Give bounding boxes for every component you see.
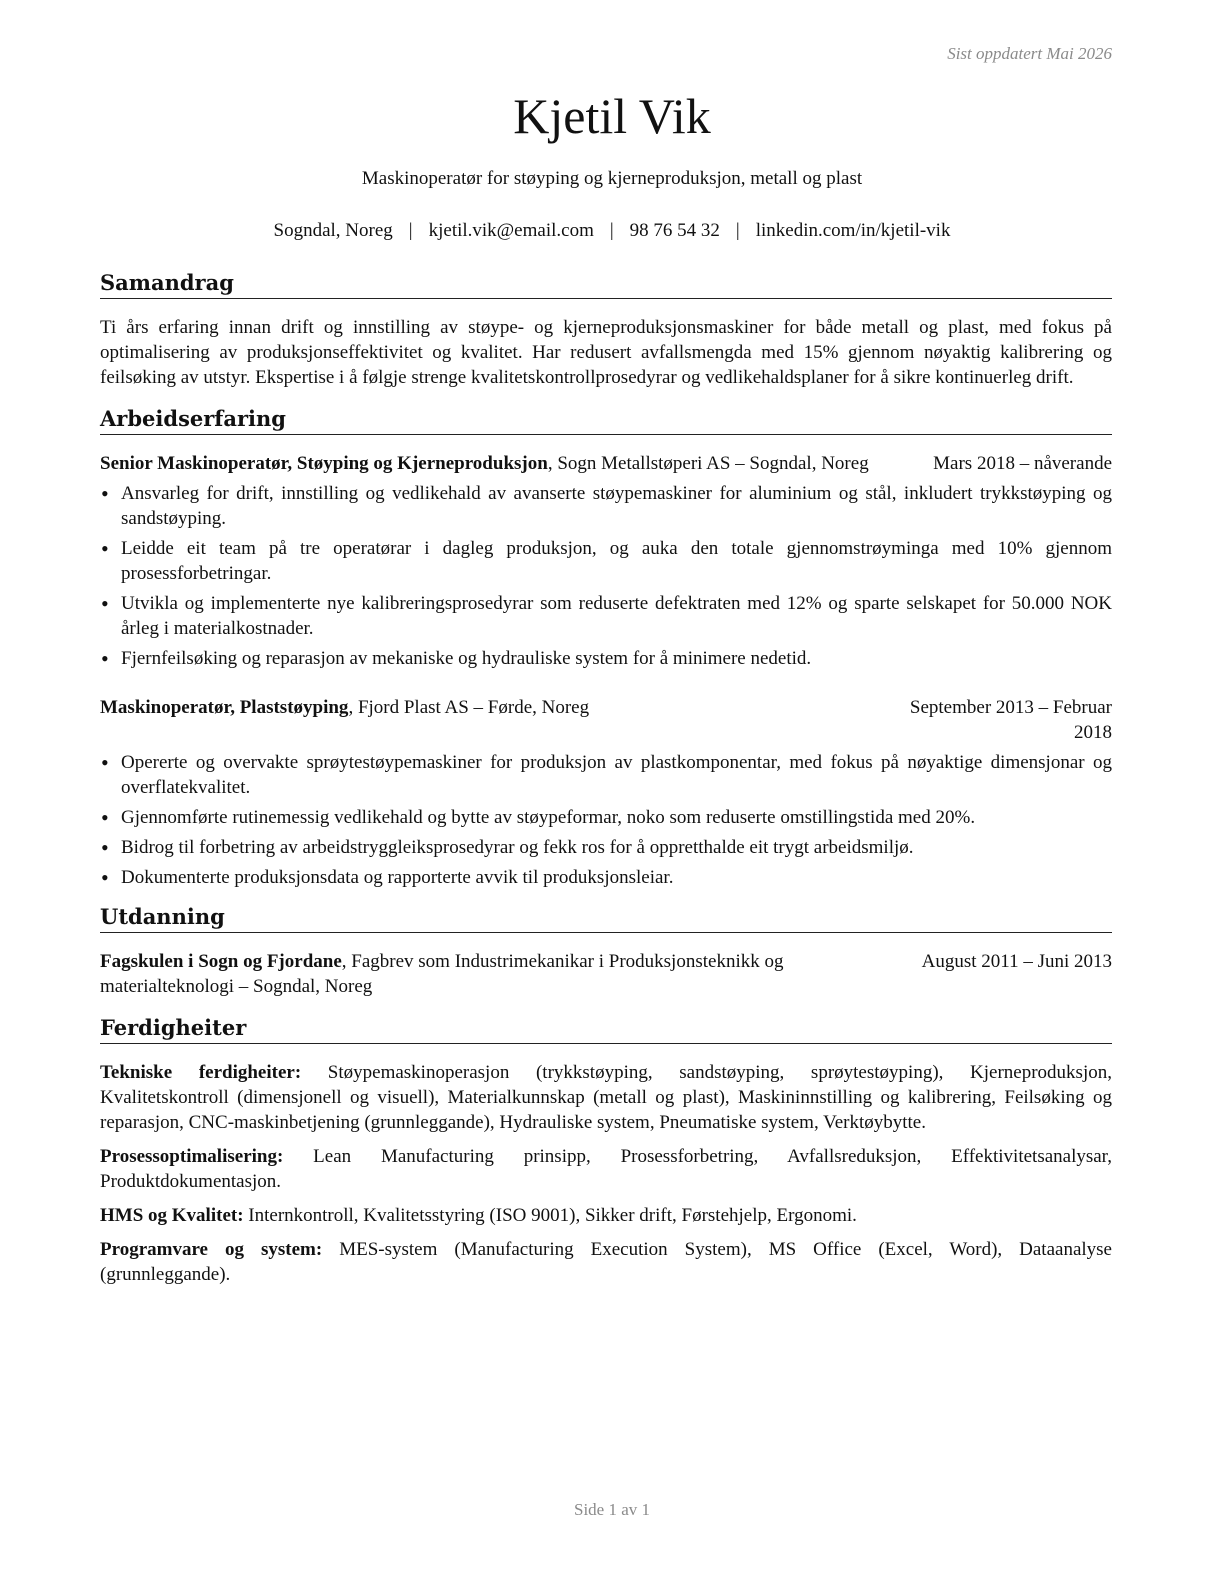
contact-location: Sogndal, Noreg [273,220,393,241]
contact-linkedin[interactable]: linkedin.com/in/kjetil-vik [755,220,951,241]
section-title-education: Utdanning [100,902,1112,933]
last-updated: Sist oppdatert Mai 2026 [947,44,1112,63]
job-employer: , Fjord Plast AS – Førde, Noreg [348,697,590,718]
section-title-experience: Arbeidserfaring [100,404,1112,435]
education-heading [100,949,922,999]
job-entry [100,695,1112,890]
job-title: Maskinoperatør for støyping og kjerneproduksjon, metall og plast [361,168,863,189]
job-entry [100,451,1112,671]
contact-separator: | [408,220,413,241]
contact-phone: 98 76 54 32 [629,220,720,241]
job-heading [100,451,933,476]
skill-group [100,1237,1112,1287]
contact-separator: | [609,220,614,241]
job-role: Maskinoperatør, Plaststøyping [100,697,349,718]
job-dates: September 2013 – Februar 2018 [909,697,1112,743]
job-header [100,451,1112,476]
skill-label: Tekniske ferdigheiter: [100,1062,302,1083]
skill-text: Lean Manufacturing prinsipp, Prosessforbetring, Avfallsreduksjon, Effektivitetsanalysar, Produktdokumentasjon. [100,1146,1112,1192]
summary-section [100,268,1112,390]
contact-email[interactable]: kjetil.vik@email.com [428,220,594,241]
page-number: Side 1 av 1 [573,1500,651,1519]
list-item: • Fjernfeilsøking og reparasjon av mekaniske og hydrauliske system for å minimere nedetid. [100,646,1112,671]
list-item: • Ansvarleg for drift, innstilling og vedlikehald av avanserte støypemaskiner for aluminium og stål, inkludert trykkstøyping og sandstøyping. [100,481,1112,531]
list-item: • Dokumenterte produksjonsdata og rapporterte avvik til produksjonsleiar. [100,865,1112,890]
education-entry [100,949,1112,999]
skill-label: Programvare og system: [100,1239,323,1260]
summary-text: Ti års erfaring innan drift og innstilling av støype- og kjerneproduksjonsmaskiner for både metall og plast, med fokus på optimalisering av produksjonseffektivitet og kvalitet. Har redusert avfallsmengda med 15% gjennom nøyaktig kalibrering og feilsøking av utstyr. Ekspertise i å følgje strenge kvalitetskontrollprosedyrar og vedlikehaldsplaner for å sikre kontinuerleg drift. [100,317,1112,388]
list-item: • Opererte og overvakte sprøytestøypemaskiner for produksjon av plastkomponentar, med fokus på nøyaktige dimensjonar og overflatekvalitet. [100,750,1112,800]
skill-group [100,1203,1112,1228]
education-degree: , Fagbrev som Industrimekanikar i Produksjonsteknikk og materialteknologi – Sogndal, Noreg [100,951,784,997]
section-title-skills: Ferdigheiter [100,1013,1112,1044]
skill-label: Prosessoptimalisering: [100,1146,284,1167]
skill-group [100,1144,1112,1194]
skill-text: Støypemaskinoperasjon (trykkstøyping, sandstøyping, sprøytestøyping), Kjerneproduksjon, Kvalitetskontroll (dimensjonell og visuell), Materialkunnskap (metall og plast), Maskininnstilling og kalibrering, Feilsøking og reparasjon, CNC-maskinbetjening (grunnleggande), Hydrauliske system, Pneumatiske system, Verktøybytte. [100,1062,1112,1133]
job-bullets [100,481,1112,671]
list-item: • Utvikla og implementerte nye kalibreringsprosedyrar som reduserte defektraten med 12% og sparte selskapet for 50.000 NOK årleg i materialkostnader. [100,591,1112,641]
education-dates: August 2011 – Juni 2013 [921,951,1112,972]
education-section [100,902,1112,999]
skill-text: Internkontroll, Kvalitetsstyring (ISO 9001), Sikker drift, Førstehjelp, Ergonomi. [243,1205,857,1226]
list-item: • Leidde eit team på tre operatørar i dagleg produksjon, og auka den totale gjennomstrøyminga med 10% gjennom prosessforbetringar. [100,536,1112,586]
job-header [100,695,1112,745]
job-employer: , Sogn Metallstøperi AS – Sogndal, Noreg [547,453,869,474]
skill-text: MES-system (Manufacturing Execution System), MS Office (Excel, Word), Dataanalyse (grunnleggande). [100,1239,1112,1285]
contact-separator: | [735,220,740,241]
job-role: Senior Maskinoperatør, Støyping og Kjerneproduksjon [100,453,548,474]
person-name: Kjetil Vik [513,88,711,144]
skill-label: HMS og Kvalitet: [100,1205,244,1226]
resume-body [100,268,1112,1299]
experience-section [100,404,1112,890]
contact-line [0,218,1224,244]
job-bullets [100,750,1112,890]
list-item: • Gjennomførte rutinemessig vedlikehald og bytte av støypeformar, noko som reduserte omstillingstida med 20%. [100,805,1112,830]
job-dates: Mars 2018 – nåverande [933,453,1112,474]
skills-section [100,1013,1112,1287]
job-heading [100,695,872,720]
section-title-summary: Samandrag [100,268,1112,299]
list-item: • Bidrog til forbetring av arbeidstryggleiksprosedyrar og fekk ros for å oppretthalde eit trygt arbeidsmiljø. [100,835,1112,860]
skill-group [100,1060,1112,1135]
education-school: Fagskulen i Sogn og Fjordane [100,951,342,972]
